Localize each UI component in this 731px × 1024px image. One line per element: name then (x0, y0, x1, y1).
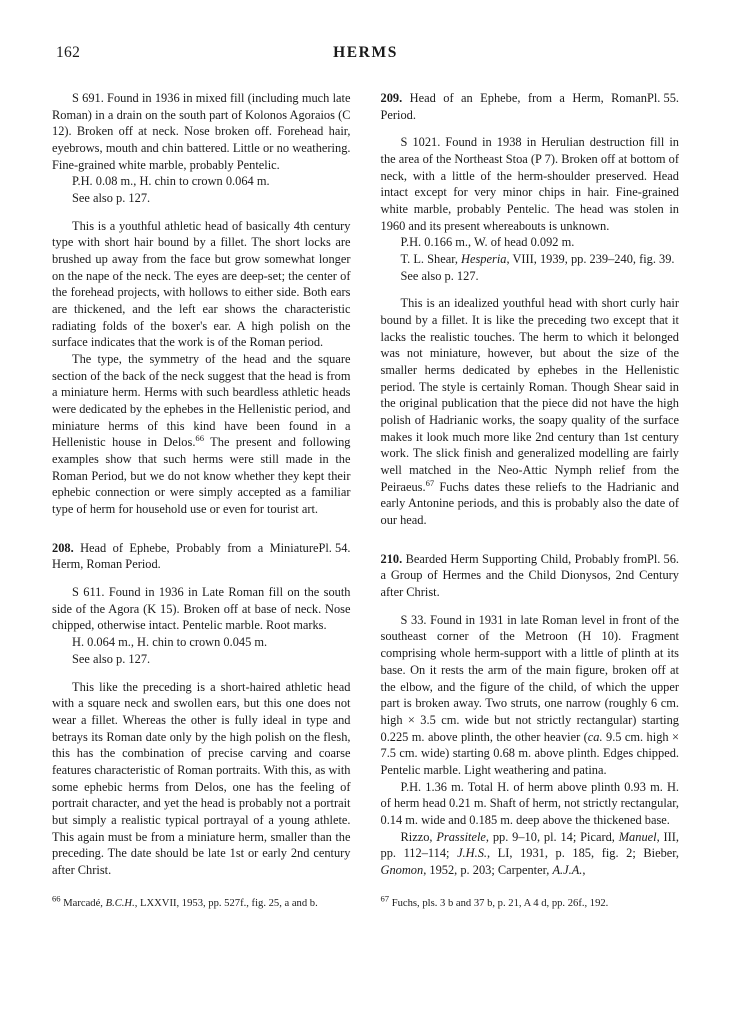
plate-reference-209: Pl. 55. (646, 91, 679, 105)
bibliography-line-210: Rizzo, Prassitele, pp. 9–10, pl. 14; Picard, Manuel, III, pp. 112–114; J.H.S., LI, 1931, p. 185, fig. 2; Bieber, Gnomon, 1952, p. 203; Carpenter, A.J.A., (380, 829, 680, 877)
entry-number-209: 209. (380, 91, 403, 105)
measurements-line: P.H. 0.08 m., H. chin to crown 0.064 m. (72, 174, 270, 189)
catalog-paragraph-208: S 611. Found in 1936 in Late Roman fill on the south side of the Agora (K 15). Broken off at base of neck. Nose chipped, otherwise intact. Pentelic marble. Root marks. (52, 585, 351, 633)
commentary-paragraph: This is a youthful athletic head of basically 4th century type with short hair bound by a fillet. The short locks are brushed up away from the face but grow somewhat longer on the nape of the neck. The eyes are deep-set; the center of the forehead projects, with hollows to either side. Both ears are thickened, and the left ear shows the characteristic radiating folds of the boxer's ear. A high polish on the surface indicates that the work is of the Roman period. (52, 218, 351, 350)
measurements-line-209: P.H. 0.166 m., W. of head 0.092 m. (400, 235, 575, 250)
catalog-entry-210-heading (381, 551, 680, 601)
commentary-text: The type, the symmetry of the head and the square section of the back of the neck suggest that the head is from a miniature herm. Herms with such beardless athletic heads were dedicated by the ephebes in the Hellenistic period, and miniature herms of this kind have been found in a Hellenistic house in Delos. (52, 352, 351, 450)
running-head (52, 44, 679, 74)
two-column-body (52, 90, 679, 910)
page-title: HERMS (333, 44, 398, 61)
catalog-paragraph-210: S 33. Found in 1931 in late Roman level in front of the southeast corner of the Metroon (H 10). Fragment comprising whole herm-support with a little of plinth at its base. On it rests the arm of the main figure, broken off at the elbow, and the figure of the child, of which the upper part is broken away. Two struts, one narrow (roughly 6 cm. high × 3.5 cm. wide but not strictly rectangular) starting 0.225 m. above plinth, the other heavier (ca. 9.5 cm. high × 7.5 cm. wide) starting 0.68 m. above plinth. Edges chipped. Pentelic marble. Light weathering and patina. (380, 612, 679, 777)
entry-number: 208. (52, 540, 74, 555)
entry-title-209: Head of an Ephebe, from a Herm, Roman Period. (380, 91, 647, 122)
entry-title: Head of Ephebe, Probably from a Miniature Herm, Roman Period. (52, 540, 319, 572)
bibliography-line-209: T. L. Shear, Hesperia, VIII, 1939, pp. 239–240, fig. 39. (400, 252, 675, 267)
catalog-paragraph: S 691. Found in 1936 in mixed fill (including much late Roman) in a drain on the south part of Kolonos Agoraios (C 12). Broken off at neck. Nose broken off. Forehead hair, eyebrows, mouth and chin battered. Little or no weathering. Fine-grained white marble, probably Pentelic. (52, 91, 351, 172)
footnote-text-67: Fuchs, pls. 3 b and 37 b, p. 21, A 4 d, pp. 26f., 192. (389, 897, 609, 909)
measurements-line-208: H. 0.064 m., H. chin to crown 0.045 m. (72, 635, 268, 650)
commentary-text-after: The present and following examples show that such herms were still made in the Roman Period, but we do not know whether they kept their ephebic connection or were simply accepted as a familiar type of herm for household use or even for tourist art. (52, 435, 351, 517)
footnote-67 (380, 893, 680, 911)
crossref-line: See also p. 127. (72, 191, 151, 206)
footnote-66 (52, 893, 351, 911)
footnote-text-66: Marcadé, B.C.H., LXXVII, 1953, pp. 527f., fig. 25, a and b. (60, 897, 318, 909)
catalog-entry-209-heading (381, 90, 680, 123)
commentary-paragraph-208: This like the preceding is a short-haired athletic head with a square neck and swollen ears, but this one does not wear a fillet. Whereas the other is fully ideal in type and betrays its Roman date only by the high polish on the flesh, this has the combination of precise carving and coarse features characteristic of Roman portraits. With this, as with some ephebic herms from Delos, one has the feeling of portrait character, and yet the head is probably not a portrait but simply a realistic typical portrayal of a young athlete. This again must be from a miniature herm, smaller than the preceding. The date should be late 1st or early 2nd century after Christ. (52, 679, 351, 877)
right-column (381, 90, 680, 910)
left-column (52, 90, 351, 910)
catalog-paragraph-209: S 1021. Found in 1938 in Herulian destruction fill in the area of the Northeast Stoa (P 7). Broken off at bottom of neck, with a little of the herm-shoulder preserved. Head intact except for very minor chips in hair. Fine-grained white marble, probably Pentelic. The head was stolen in 1960 and its present whereabouts is unknown. (380, 135, 679, 233)
entry-title-210: Bearded Herm Supporting Child, Probably from a Group of Hermes and the Child Dionysos, 2nd Century after Christ. (380, 551, 679, 600)
commentary-text-after-209: Fuchs dates these reliefs to the Hadrianic and early Antonine periods, and this is probably also the date of our head. (380, 479, 679, 528)
footnote-reference-66: 66 (195, 433, 205, 444)
commentary-paragraph-209 (381, 295, 680, 528)
plate-reference-210: Pl. 56. (646, 551, 679, 566)
measurements-line-210: P.H. 1.36 m. Total H. of herm above plinth 0.93 m. H. of herm head 0.21 m. Shaft of herm, not strictly rectangular, 0.14 m. wide and 0.185 m. deep above the thickened base. (380, 779, 679, 827)
crossref-line-209: See also p. 127. (400, 268, 479, 283)
footnote-mark-66: 66 (52, 893, 61, 904)
entry-number-210: 210. (380, 551, 403, 566)
commentary-text-209: This is an idealized youthful head with short curly hair bound by a fillet. It is like the preceding two except that it lacks the realistic touches. The herm to which it belonged was not miniature, however, but about the size of the smaller herms dedicated by ephebes in the Hellenistic period. The style is certainly Roman. Though Shear said in the original publication that the piece did not have the high polish of Hadrianic works, the soapy quality of the surface makes it look much more like 2nd century than 1st century work. The slick finish and generalized modelling are fairly well matched in the Neo-Attic Nymph relief from the Peiraeus. (380, 296, 679, 494)
footnote-reference-67: 67 (425, 477, 435, 488)
crossref-line-208: See also p. 127. (72, 651, 151, 666)
footnote-mark-67: 67 (380, 893, 390, 904)
commentary-paragraph-2 (52, 351, 351, 518)
page-number: 162 (56, 44, 81, 61)
catalog-entry-208-heading (52, 540, 351, 573)
plate-reference: Pl. 54. (318, 540, 351, 555)
